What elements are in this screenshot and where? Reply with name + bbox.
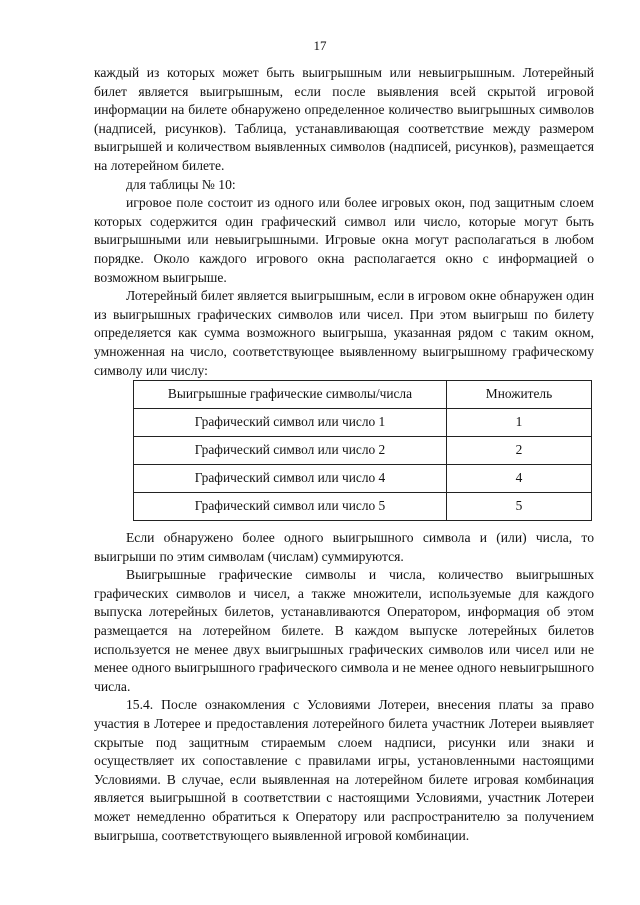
- table-row: [134, 493, 592, 521]
- paragraph: Лотерейный билет является выигрышным, если в игровом окне обнаружен один из выигрышных графических символов или чисел. При этом выигрыш по билету определяется как сумма возможного выигрыша, указанная рядом с таким окном, умноженная на число, соответствующее выявленному выигрышному графическому символу или числу:: [94, 288, 594, 378]
- table-cell: 1: [447, 409, 592, 437]
- table-cell: Графический символ или число 1: [134, 409, 447, 437]
- table-cell: Графический символ или число 4: [134, 465, 447, 493]
- document-body: [94, 64, 594, 845]
- table-header-cell: Множитель: [447, 381, 592, 409]
- multiplier-table: [133, 380, 592, 521]
- paragraph: игровое поле состоит из одного или более игровых окон, под защитным слоем которых содержится один графический символ или число, которые могут быть выигрышными или невыигрышными. Игровые окна могут располагаться в любом порядке. Около каждого игрового окна располагается окно с информацией о возможном выигрыше.: [94, 195, 594, 285]
- paragraph: 15.4. После ознакомления с Условиями Лотереи, внесения платы за право участия в Лотерее и предоставления лотерейного билета участник Лотереи выявляет скрытые под защитным стираемым слоем надписи, рисунки или знаки и осуществляет их сопоставление с правилами игры, установленными настоящими Условиями. В случае, если выявленная на лотерейном билете игровая комбинация является выигрышной в соответствии с настоящими Условиями, участник Лотереи может немедленно обратиться к Оператору или распространителю за получением выигрыша, соответствующего выявленной игровой комбинации.: [94, 697, 594, 843]
- table-cell: 2: [447, 437, 592, 465]
- paragraph: каждый из которых может быть выигрышным или невыигрышным. Лотерейный билет является выигрышным, если после выявления всей скрытой игровой информации на билете обнаружено определенное количество выигрышных символов (надписей, рисунков). Таблица, устанавливающая соответствие между размером выигрышей и количеством выявленных символов (надписей, рисунков), размещается на лотерейном билете.: [94, 65, 594, 173]
- paragraph: для таблицы № 10:: [126, 176, 236, 192]
- table-cell: Графический символ или число 2: [134, 437, 447, 465]
- paragraph: Выигрышные графические символы и числа, количество выигрышных графических символов и чисел, а также множители, используемые для каждого выпуска лотерейных билетов, устанавливаются Оператором, информация об этом размещается на лотерейном билете. В каждом выпуске лотерейных билетов используется не менее двух выигрышных графических символов или чисел или не менее одного выигрышного графического символа и не менее одного невыигрышного числа.: [94, 567, 594, 694]
- table-header-row: [134, 381, 592, 409]
- table-header-cell: Выигрышные графические символы/числа: [134, 381, 447, 409]
- table-row: [134, 465, 592, 493]
- table-cell: Графический символ или число 5: [134, 493, 447, 521]
- paragraph: Если обнаружено более одного выигрышного символа и (или) числа, то выигрыши по этим символам (числам) суммируются.: [94, 530, 594, 564]
- table-row: [134, 437, 592, 465]
- table-cell: 4: [447, 465, 592, 493]
- table-cell: 5: [447, 493, 592, 521]
- page-number: 17: [313, 38, 327, 53]
- table-row: [134, 409, 592, 437]
